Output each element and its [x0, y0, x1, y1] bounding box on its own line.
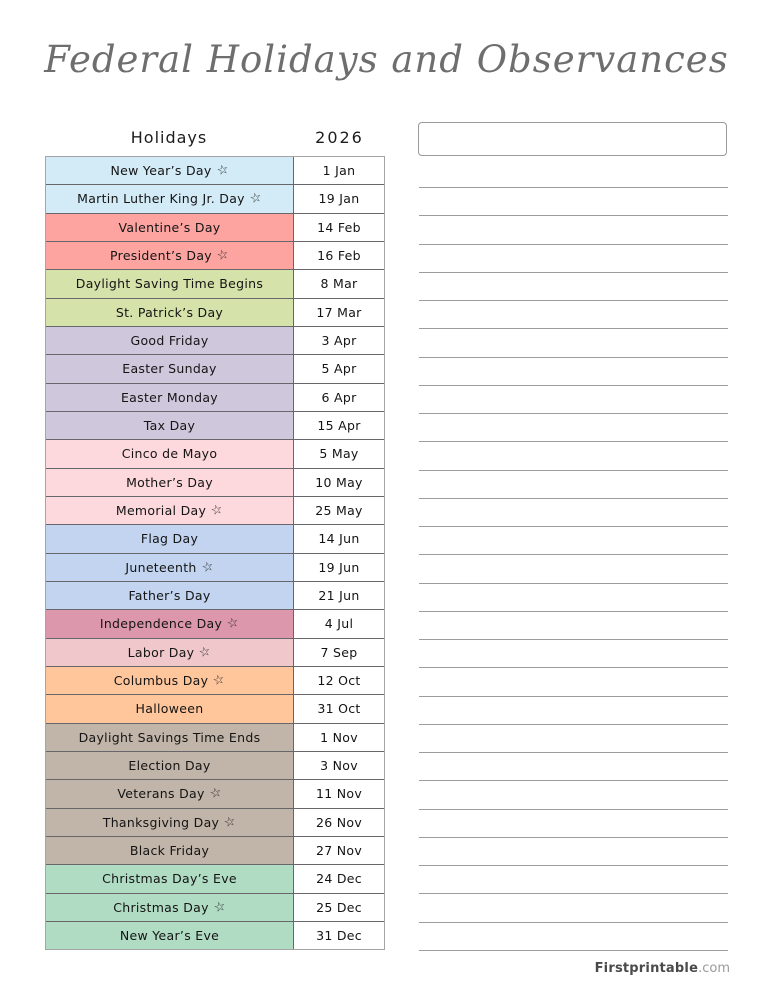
holiday-label: Daylight Savings Time Ends: [78, 729, 261, 745]
holiday-name-cell: [46, 752, 294, 779]
federal-holiday-star-icon: ☆: [212, 898, 228, 916]
holiday-date-cell: 1 Jan: [294, 157, 384, 184]
holiday-label: Memorial Day: [115, 503, 207, 519]
notes-ruled-line: [419, 724, 728, 725]
holiday-row: [46, 837, 384, 865]
holiday-row: [46, 610, 384, 638]
federal-holiday-star-icon: ☆: [208, 785, 224, 803]
holiday-row: [46, 355, 384, 383]
holiday-name-cell: [46, 922, 294, 949]
notes-ruled-line: [419, 809, 728, 810]
holiday-label: Easter Monday: [120, 389, 219, 405]
holiday-row: [46, 525, 384, 553]
holiday-label: Easter Sunday: [122, 361, 217, 377]
holiday-name-cell: [46, 242, 294, 269]
holiday-row: [46, 157, 384, 185]
holiday-date-cell: 3 Nov: [294, 752, 384, 779]
footer-brand-name: Firstprintable: [594, 961, 699, 976]
notes-ruled-line: [419, 780, 728, 781]
notes-ruled-line: [419, 752, 728, 753]
footer-brand: [418, 961, 730, 976]
holiday-row: [46, 440, 384, 468]
holiday-date-cell: 6 Apr: [294, 384, 384, 411]
holiday-label: Labor Day: [127, 644, 195, 660]
holiday-name-cell: [46, 157, 294, 184]
holiday-date-cell: 21 Jun: [294, 582, 384, 609]
notes-ruled-line: [419, 441, 728, 442]
notes-ruled-line: [419, 357, 728, 358]
holiday-table: [45, 156, 385, 950]
notes-ruled-line: [419, 328, 728, 329]
holiday-date-cell: 14 Jun: [294, 525, 384, 552]
holiday-row: [46, 894, 384, 922]
holiday-date-cell: 17 Mar: [294, 299, 384, 326]
holiday-row: [46, 695, 384, 723]
notes-ruled-line: [419, 385, 728, 386]
holiday-row: [46, 469, 384, 497]
holiday-date-cell: 10 May: [294, 469, 384, 496]
holiday-name-cell: [46, 497, 294, 524]
holiday-label: Tax Day: [143, 418, 196, 434]
holiday-row: [46, 299, 384, 327]
holiday-name-cell: [46, 214, 294, 241]
holiday-label: Christmas Day: [113, 899, 209, 915]
federal-holiday-star-icon: ☆: [225, 615, 241, 633]
holiday-row: [46, 554, 384, 582]
holiday-name-cell: [46, 554, 294, 581]
holiday-label: Black Friday: [129, 843, 210, 859]
holiday-label: Thanksgiving Day: [102, 814, 220, 830]
holiday-row: [46, 752, 384, 780]
holiday-label: Christmas Day’s Eve: [102, 871, 237, 887]
holiday-label: Flag Day: [140, 531, 199, 547]
notes-ruled-line: [419, 865, 728, 866]
holiday-name-cell: [46, 327, 294, 354]
holiday-label: Martin Luther King Jr. Day: [77, 191, 245, 207]
holiday-name-cell: [46, 695, 294, 722]
federal-holiday-star-icon: ☆: [209, 501, 225, 520]
holiday-label: Daylight Saving Time Begins: [75, 276, 264, 292]
holiday-label: Columbus Day: [113, 673, 209, 689]
holiday-date-cell: 4 Jul: [294, 610, 384, 637]
holiday-name-cell: [46, 440, 294, 467]
notes-ruled-line: [419, 639, 728, 640]
holiday-date-cell: 25 Dec: [294, 894, 384, 921]
notes-ruled-line: [419, 893, 728, 894]
holiday-row: [46, 922, 384, 949]
holiday-name-cell: [46, 384, 294, 411]
holiday-date-cell: 15 Apr: [294, 412, 384, 439]
holiday-label: Election Day: [128, 758, 211, 774]
notes-ruled-line: [419, 696, 728, 697]
holiday-date-cell: 27 Nov: [294, 837, 384, 864]
holiday-name-cell: [46, 837, 294, 864]
notes-title-box: [418, 122, 727, 156]
holiday-date-cell: 7 Sep: [294, 639, 384, 666]
holiday-name-cell: [46, 894, 294, 921]
notes-ruled-line: [419, 667, 728, 668]
holiday-date-cell: 19 Jan: [294, 185, 384, 212]
holiday-name-cell: [46, 780, 294, 807]
holiday-row: [46, 809, 384, 837]
holiday-row: [46, 412, 384, 440]
notes-ruled-line: [419, 583, 728, 584]
notes-ruled-line: [419, 413, 728, 414]
federal-holiday-star-icon: ☆: [215, 246, 231, 265]
holiday-name-cell: [46, 667, 294, 694]
holiday-row: [46, 582, 384, 610]
holiday-row: [46, 270, 384, 298]
notes-ruled-line: [419, 526, 728, 527]
federal-holiday-star-icon: ☆: [222, 813, 238, 831]
holiday-name-cell: [46, 582, 294, 609]
holiday-row: [46, 185, 384, 213]
holiday-date-cell: 26 Nov: [294, 809, 384, 836]
notes-ruled-line: [419, 215, 728, 216]
holiday-date-cell: 31 Dec: [294, 922, 384, 949]
federal-holiday-star-icon: ☆: [214, 161, 231, 180]
holiday-date-cell: 31 Oct: [294, 695, 384, 722]
holiday-label: Independence Day: [99, 616, 223, 632]
notes-ruled-line: [419, 470, 728, 471]
footer-brand-suffix: .com: [698, 961, 730, 976]
holiday-label: Juneteenth: [125, 559, 197, 575]
holiday-name-cell: [46, 185, 294, 212]
notes-ruled-line: [419, 300, 728, 301]
holiday-row: [46, 865, 384, 893]
holiday-date-cell: 11 Nov: [294, 780, 384, 807]
holiday-label: Cinco de Mayo: [121, 446, 218, 462]
holidays-column-header: Holidays: [130, 128, 208, 147]
holiday-label: Veterans Day: [117, 786, 205, 802]
holiday-label: New Year’s Eve: [119, 928, 220, 944]
holiday-date-cell: 19 Jun: [294, 554, 384, 581]
holiday-name-cell: [46, 724, 294, 751]
holiday-row: [46, 384, 384, 412]
holiday-date-cell: 5 May: [294, 440, 384, 467]
holiday-name-cell: [46, 299, 294, 326]
federal-holiday-star-icon: ☆: [200, 558, 216, 576]
holiday-date-cell: 8 Mar: [294, 270, 384, 297]
holiday-label: Good Friday: [130, 333, 209, 349]
page-title: Federal Holidays and Observances: [44, 38, 729, 81]
holiday-name-cell: [46, 525, 294, 552]
holiday-name-cell: [46, 809, 294, 836]
holiday-date-cell: 25 May: [294, 497, 384, 524]
holiday-label: Halloween: [135, 701, 204, 717]
federal-holiday-star-icon: ☆: [211, 671, 227, 690]
holiday-date-cell: 14 Feb: [294, 214, 384, 241]
notes-ruled-line: [419, 244, 728, 245]
notes-ruled-line: [419, 272, 728, 273]
federal-holiday-star-icon: ☆: [197, 643, 213, 661]
holiday-label: Father’s Day: [128, 588, 211, 604]
holiday-label: St. Patrick’s Day: [115, 304, 224, 320]
notes-ruled-line: [419, 611, 728, 612]
holiday-date-cell: 16 Feb: [294, 242, 384, 269]
holiday-label: Valentine’s Day: [118, 219, 221, 235]
holiday-name-cell: [46, 412, 294, 439]
holiday-date-cell: 24 Dec: [294, 865, 384, 892]
holiday-label: President’s Day: [110, 248, 212, 264]
holiday-row: [46, 242, 384, 270]
year-column-header: 2026: [315, 128, 364, 147]
notes-ruled-line: [419, 498, 728, 499]
holiday-label: New Year’s Day: [110, 163, 212, 179]
holiday-name-cell: [46, 865, 294, 892]
holiday-row: [46, 780, 384, 808]
holiday-label: Mother’s Day: [126, 474, 213, 490]
notes-ruled-line: [419, 187, 728, 188]
holiday-name-cell: [46, 355, 294, 382]
holiday-date-cell: 3 Apr: [294, 327, 384, 354]
holiday-row: [46, 214, 384, 242]
federal-holiday-star-icon: ☆: [248, 190, 264, 208]
notes-ruled-line: [419, 837, 728, 838]
notes-ruled-line: [419, 950, 728, 951]
holiday-name-cell: [46, 610, 294, 637]
holiday-row: [46, 497, 384, 525]
holiday-row: [46, 639, 384, 667]
holiday-date-cell: 5 Apr: [294, 355, 384, 382]
holiday-row: [46, 327, 384, 355]
holiday-row: [46, 667, 384, 695]
holiday-row: [46, 724, 384, 752]
notes-ruled-line: [419, 922, 728, 923]
holiday-name-cell: [46, 469, 294, 496]
holiday-name-cell: [46, 270, 294, 297]
holiday-date-cell: 1 Nov: [294, 724, 384, 751]
holiday-name-cell: [46, 639, 294, 666]
holiday-date-cell: 12 Oct: [294, 667, 384, 694]
notes-ruled-line: [419, 554, 728, 555]
